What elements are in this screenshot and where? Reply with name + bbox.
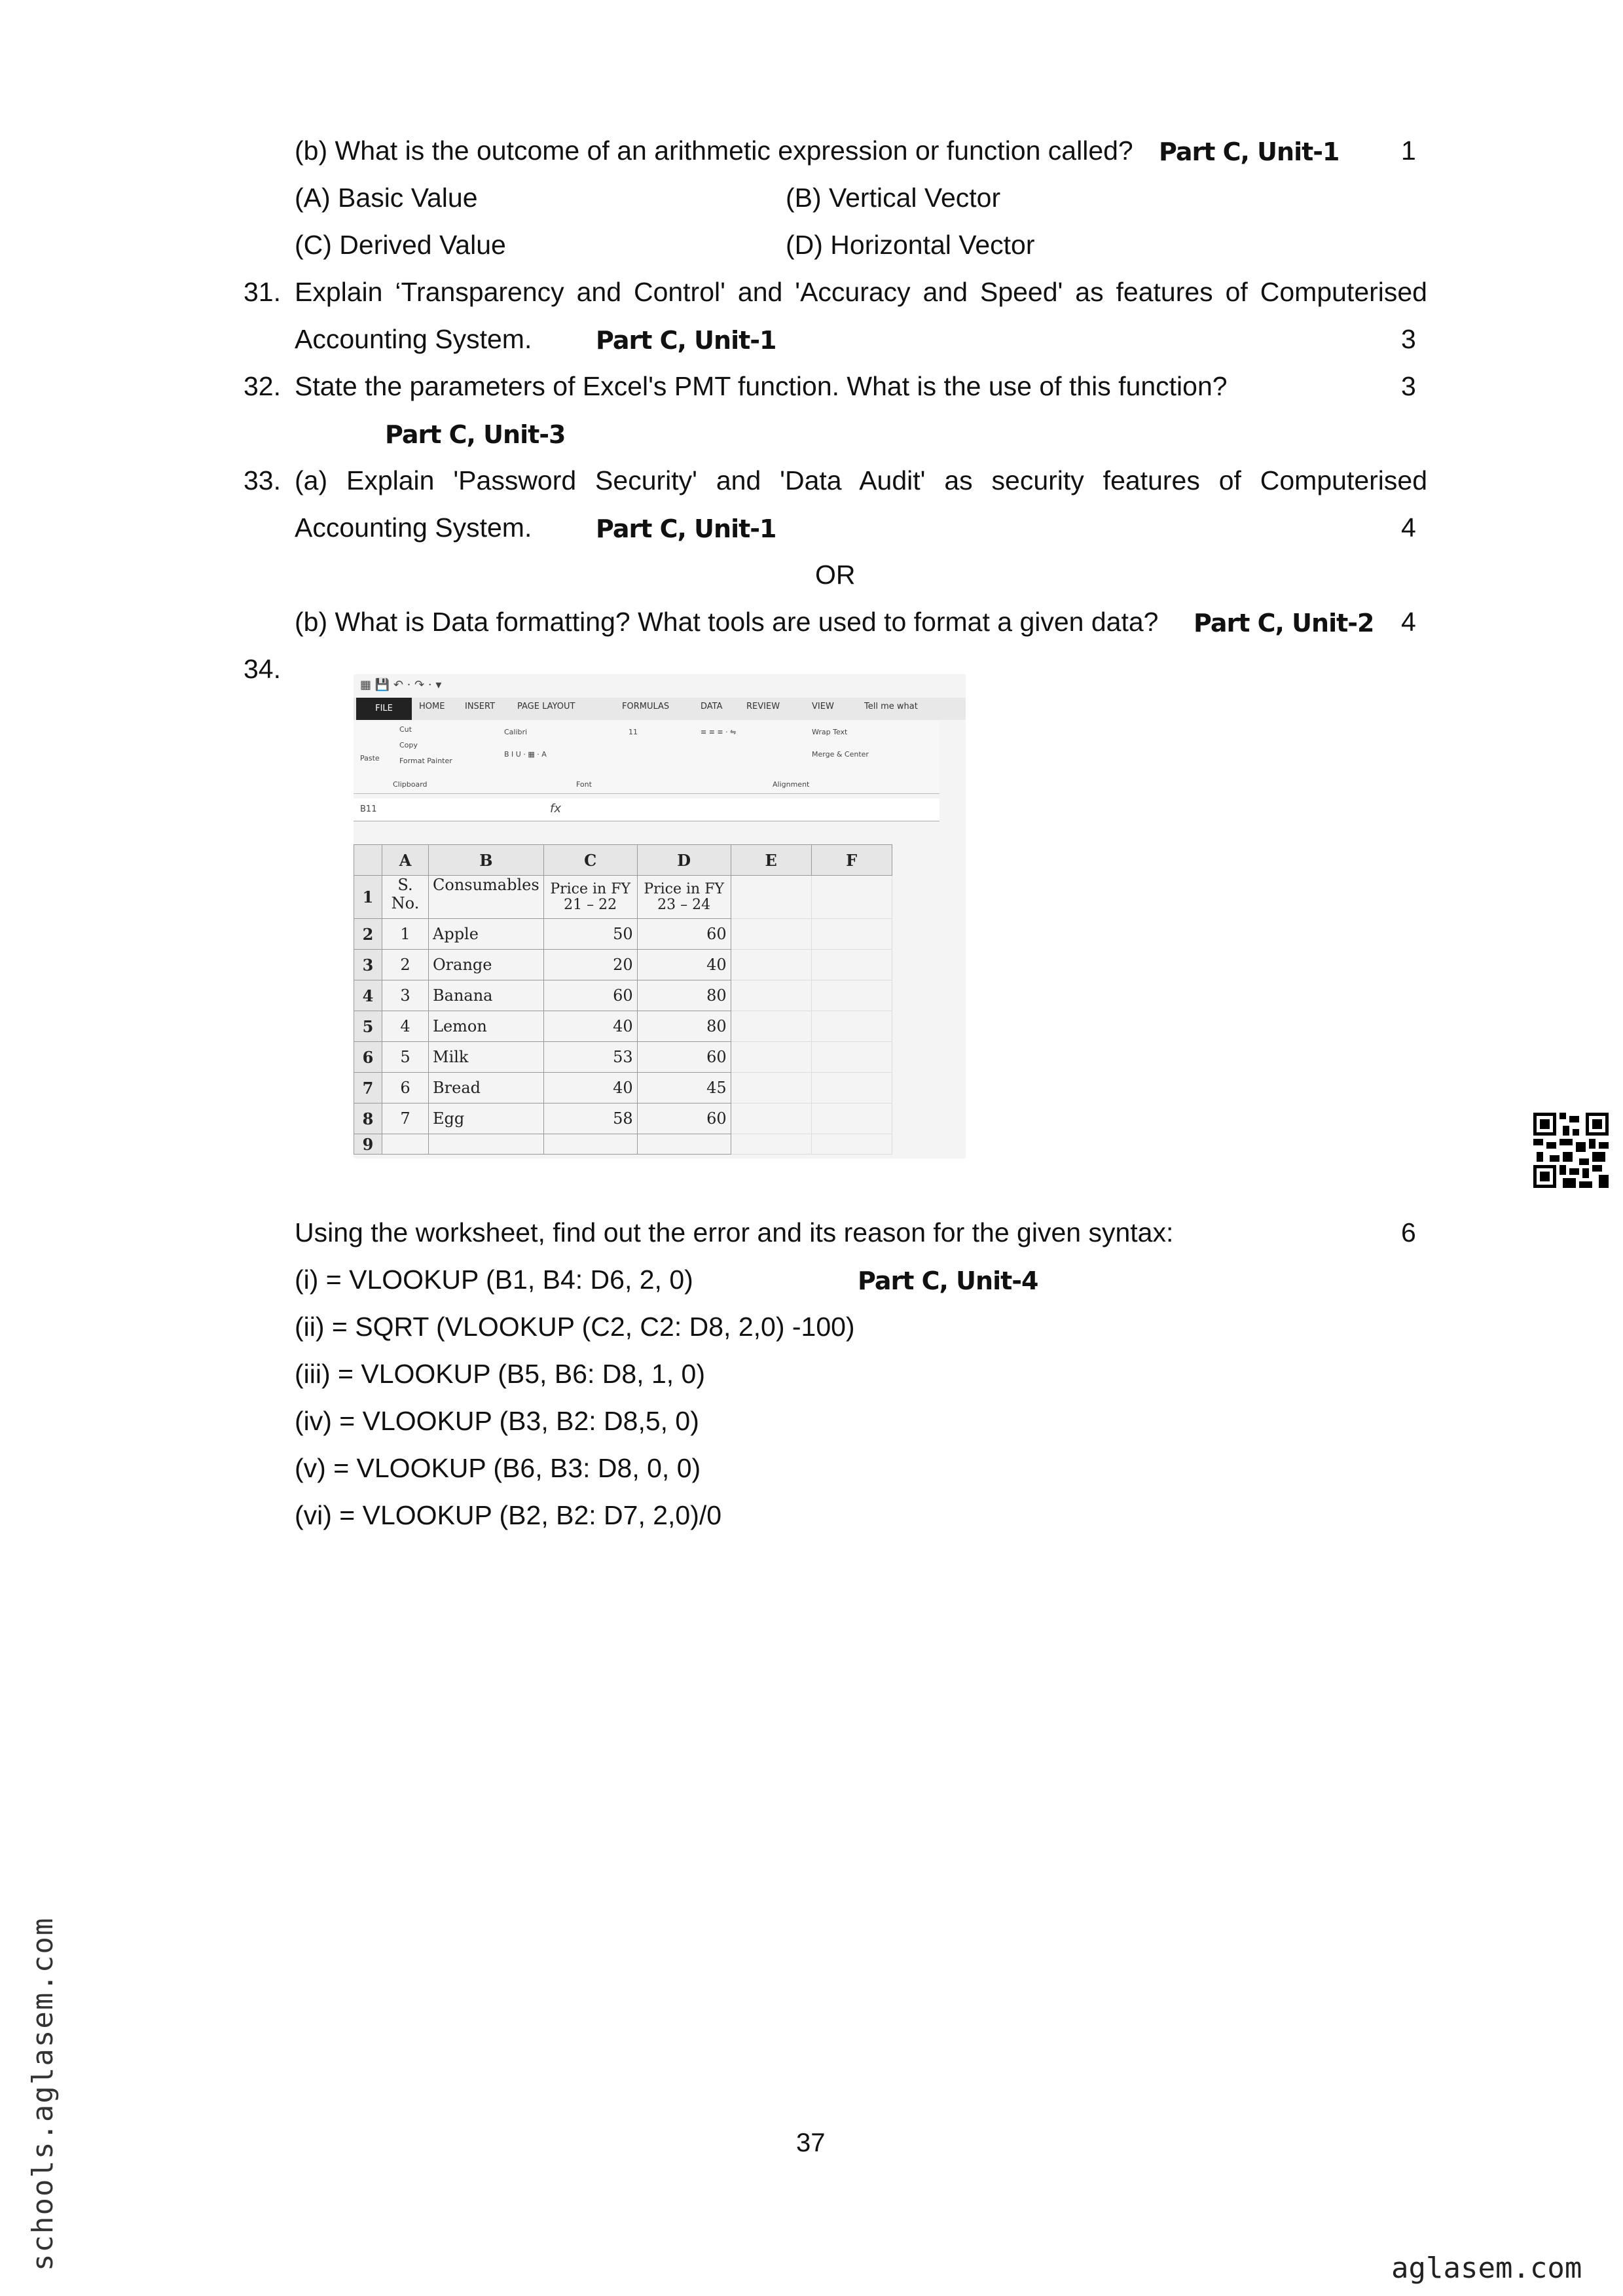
q34-item-2: (ii) = SQRT (VLOOKUP (C2, C2: D8, 2,0) -100) <box>295 1312 855 1342</box>
cell: 40 <box>543 1073 637 1103</box>
cell: Price in FY 23 – 24 <box>637 876 731 919</box>
cell <box>811 1134 892 1155</box>
cell: 60 <box>637 1042 731 1073</box>
q31-number: 31. <box>244 277 281 307</box>
cell: Egg <box>429 1103 544 1134</box>
q30b-option-b: (B) Vertical Vector <box>786 183 1001 213</box>
q34-tag: Part C, Unit-4 <box>858 1266 1038 1295</box>
table-row <box>354 1103 892 1134</box>
font-size-box: 11 <box>629 728 638 736</box>
cell: Price in FY 21 – 22 <box>543 876 637 919</box>
cell <box>382 1134 429 1155</box>
column-headers <box>354 845 892 876</box>
corner-cell <box>354 845 382 876</box>
q32-number: 32. <box>244 371 281 401</box>
copy-button: Copy <box>399 741 418 749</box>
q34-item-1: (i) = VLOOKUP (B1, B4: D6, 2, 0) <box>295 1265 693 1295</box>
q30b-tag: Part C, Unit-1 <box>1159 137 1340 166</box>
table-row <box>354 1134 892 1155</box>
cell <box>731 876 811 919</box>
cell: Orange <box>429 950 544 980</box>
font-group-label: Font <box>576 780 592 789</box>
cell <box>731 1042 811 1073</box>
cell: 60 <box>543 980 637 1011</box>
cell: 60 <box>637 1103 731 1134</box>
format-painter-button: Format Painter <box>399 757 452 765</box>
cell: 80 <box>637 1011 731 1042</box>
alignment-group-label: Alignment <box>773 780 810 789</box>
cell <box>637 1134 731 1155</box>
tab-view: VIEW <box>812 702 834 711</box>
cell <box>731 1011 811 1042</box>
q30b-option-d: (D) Horizontal Vector <box>786 230 1035 260</box>
table-row <box>354 1073 892 1103</box>
q34-number: 34. <box>244 654 281 684</box>
cell: Apple <box>429 919 544 950</box>
row-number: 7 <box>354 1073 382 1103</box>
table-row <box>354 876 892 919</box>
tab-formulas: FORMULAS <box>622 702 670 711</box>
cell <box>731 1103 811 1134</box>
cell <box>811 1103 892 1134</box>
cell <box>811 876 892 919</box>
name-box: B11 <box>360 804 377 814</box>
cell: 58 <box>543 1103 637 1134</box>
col-header-b: B <box>429 845 544 876</box>
row-number: 4 <box>354 980 382 1011</box>
font-name-box: Calibri <box>504 728 528 736</box>
table-row <box>354 1011 892 1042</box>
cell <box>811 950 892 980</box>
table-row <box>354 980 892 1011</box>
q33-marks: 4 <box>1401 512 1416 543</box>
q34-marks: 6 <box>1401 1217 1416 1247</box>
q30b-option-c: (C) Derived Value <box>295 230 506 260</box>
cell: 40 <box>543 1011 637 1042</box>
cell: 6 <box>382 1073 429 1103</box>
q34-item-4: (iv) = VLOOKUP (B3, B2: D8,5, 0) <box>295 1406 699 1436</box>
cell <box>731 980 811 1011</box>
q30b-marks: 1 <box>1401 135 1416 166</box>
table-row <box>354 950 892 980</box>
cell <box>429 1134 544 1155</box>
row-number: 9 <box>354 1134 382 1155</box>
cell: S. No. <box>382 876 429 919</box>
clipboard-group-label: Clipboard <box>393 780 428 789</box>
worksheet-grid <box>354 844 892 1155</box>
q32-tag: Part C, Unit-3 <box>385 420 566 449</box>
table-row <box>354 1042 892 1073</box>
cell: 50 <box>543 919 637 950</box>
cell <box>811 1042 892 1073</box>
cell: 4 <box>382 1011 429 1042</box>
q34-intro: Using the worksheet, find out the error and its reason for the given syntax: <box>295 1217 1174 1247</box>
q33-tag: Part C, Unit-1 <box>596 514 776 543</box>
q31-marks: 3 <box>1401 324 1416 354</box>
row-number: 2 <box>354 919 382 950</box>
tab-insert: INSERT <box>465 702 496 711</box>
qr-code-icon <box>1533 1113 1609 1188</box>
row-number: 8 <box>354 1103 382 1134</box>
formula-bar <box>354 798 939 821</box>
cell: 80 <box>637 980 731 1011</box>
tab-tell-me: Tell me what <box>864 702 918 711</box>
cell: Lemon <box>429 1011 544 1042</box>
cell <box>731 950 811 980</box>
cell: 40 <box>637 950 731 980</box>
row-number: 6 <box>354 1042 382 1073</box>
ribbon-tabs <box>354 698 966 720</box>
q30b-text: (b) What is the outcome of an arithmetic expression or function called? <box>295 135 1133 166</box>
cell <box>731 919 811 950</box>
side-watermark: schools.aglasem.com <box>26 1916 60 2271</box>
footer-site: aglasem.com <box>1391 2251 1582 2285</box>
cell <box>731 1134 811 1155</box>
wrap-text-button: Wrap Text <box>812 728 848 736</box>
cell: 5 <box>382 1042 429 1073</box>
cell: Bread <box>429 1073 544 1103</box>
cell <box>811 919 892 950</box>
q31-line1: Explain ‘Transparency and Control' and 'Accuracy and Speed' as features of Computerised <box>295 277 1427 307</box>
cut-button: Cut <box>399 725 412 734</box>
page-number: 37 <box>796 2128 826 2157</box>
cell: 2 <box>382 950 429 980</box>
q33-line2: Accounting System. <box>295 512 532 543</box>
tab-data: DATA <box>701 702 723 711</box>
col-header-c: C <box>543 845 637 876</box>
q34-item-6: (vi) = VLOOKUP (B2, B2: D7, 2,0)/0 <box>295 1500 722 1530</box>
col-header-f: F <box>811 845 892 876</box>
col-header-e: E <box>731 845 811 876</box>
q34-item-3: (iii) = VLOOKUP (B5, B6: D8, 1, 0) <box>295 1359 705 1389</box>
tab-review: REVIEW <box>746 702 780 711</box>
row-number: 3 <box>354 950 382 980</box>
tab-page-layout: PAGE LAYOUT <box>517 702 575 711</box>
col-header-d: D <box>637 845 731 876</box>
cell: Milk <box>429 1042 544 1073</box>
cell <box>811 1073 892 1103</box>
paste-button: Paste <box>360 754 380 762</box>
table-row <box>354 919 892 950</box>
cell: 1 <box>382 919 429 950</box>
q33b-text: (b) What is Data formatting? What tools are used to format a given data? <box>295 607 1159 637</box>
cell <box>811 980 892 1011</box>
q33-or: OR <box>815 560 856 590</box>
row-number: 5 <box>354 1011 382 1042</box>
cell: 53 <box>543 1042 637 1073</box>
cell: 7 <box>382 1103 429 1134</box>
cell <box>811 1011 892 1042</box>
fx-icon: fx <box>550 802 561 816</box>
cell <box>543 1134 637 1155</box>
cell: Banana <box>429 980 544 1011</box>
q33-line1: (a) Explain 'Password Security' and 'Data Audit' as security features of Computerised <box>295 465 1427 495</box>
q31-tag: Part C, Unit-1 <box>596 326 776 355</box>
q32-marks: 3 <box>1401 371 1416 401</box>
ribbon-home <box>354 721 939 794</box>
align-icons: ≡ ≡ ≡ · ⇋ <box>701 728 737 736</box>
cell <box>731 1073 811 1103</box>
q33-number: 33. <box>244 465 281 495</box>
cell: 60 <box>637 919 731 950</box>
merge-center-button: Merge & Center <box>812 750 869 759</box>
cell: Consumables <box>429 876 544 919</box>
quick-access-toolbar: ▦ 💾 ↶ · ↷ · ▾ <box>360 678 442 692</box>
q30b-option-a: (A) Basic Value <box>295 183 478 213</box>
q33b-tag: Part C, Unit-2 <box>1194 609 1374 637</box>
tab-home: HOME <box>419 702 445 711</box>
cell: 45 <box>637 1073 731 1103</box>
col-header-a: A <box>382 845 429 876</box>
tab-file: FILE <box>356 698 412 720</box>
q32-text: State the parameters of Excel's PMT function. What is the use of this function? <box>295 371 1228 401</box>
cell: 20 <box>543 950 637 980</box>
q34-item-5: (v) = VLOOKUP (B6, B3: D8, 0, 0) <box>295 1453 701 1483</box>
spreadsheet-screenshot <box>354 674 966 1158</box>
q33b-marks: 4 <box>1401 607 1416 637</box>
font-style-icons: B I U · ▦ · A <box>504 750 547 759</box>
cell: 3 <box>382 980 429 1011</box>
row-number: 1 <box>354 876 382 919</box>
q31-line2: Accounting System. <box>295 324 532 354</box>
